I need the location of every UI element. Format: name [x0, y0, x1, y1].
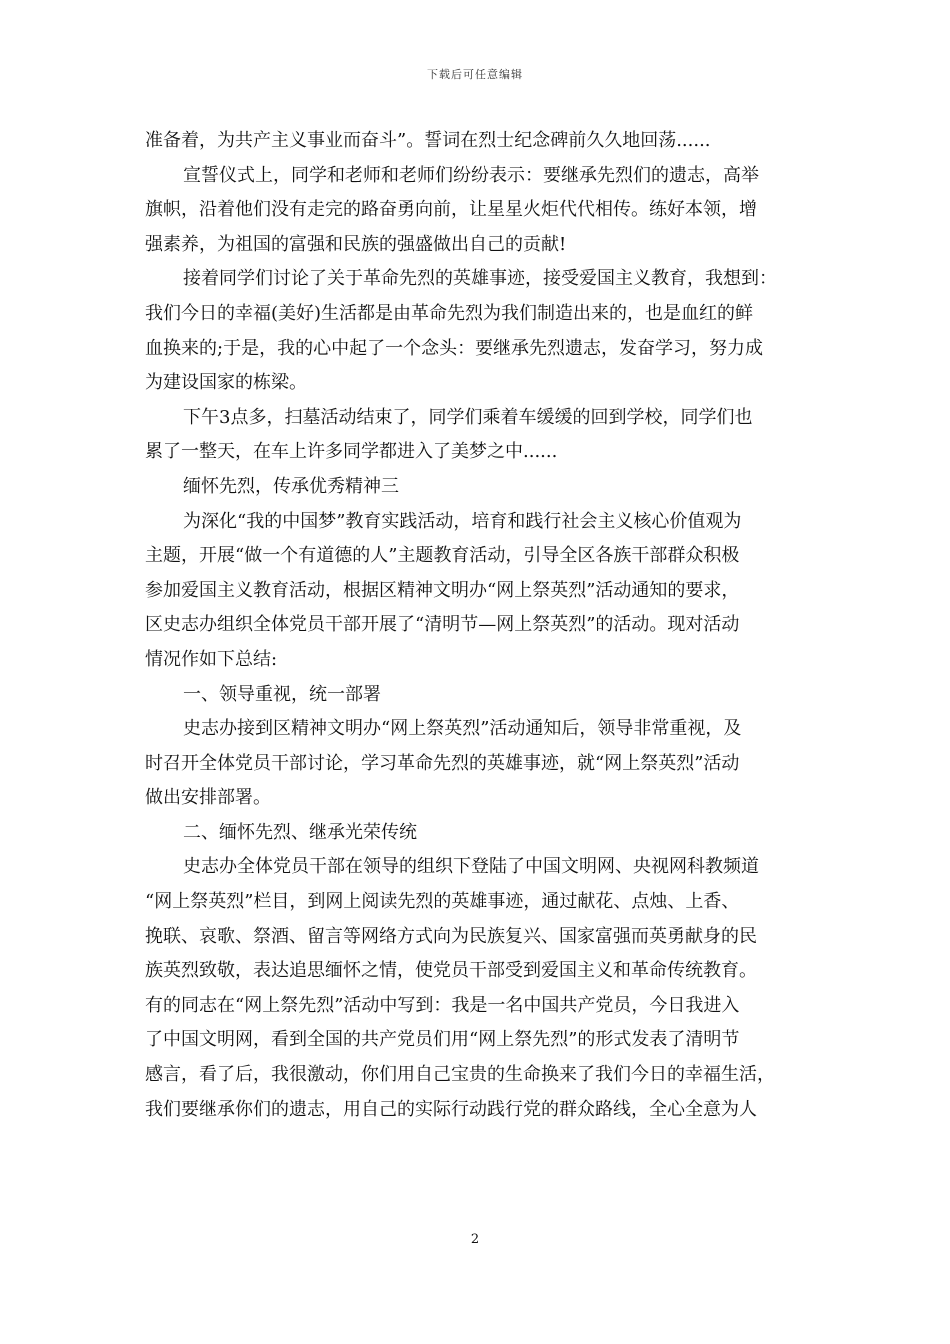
text-line: 挽联、哀歌、祭酒、留言等网络方式向为民族复兴、国家富强而英勇献身的民: [145, 925, 757, 947]
text-line: 下午3点多，扫墓活动结束了，同学们乘着车缓缓的回到学校，同学们也: [183, 406, 753, 428]
text-line: 累了一整天，在车上许多同学都进入了美梦之中......: [145, 441, 558, 463]
text-line: 参加爱国主义教育活动，根据区精神文明办“网上祭英烈”活动通知的要求，: [145, 579, 740, 601]
text-line: 族英烈致敬，表达追思缅怀之情，使党员干部受到爱国主义和革命传统教育。: [145, 960, 757, 982]
text-line: 我们要继承你们的遗志，用自己的实际行动践行党的群众路线，全心全意为人: [145, 1098, 757, 1120]
text-line: 为建设国家的栋梁。: [145, 372, 307, 394]
text-line: 有的同志在“网上祭先烈”活动中写到：我是一名中国共产党员，今日我进入: [145, 994, 740, 1016]
text-line: 强素养，为祖国的富强和民族的强盛做出自己的贡献!: [145, 233, 567, 255]
document-body: [145, 124, 820, 1127]
text-line: 做出安排部署。: [145, 787, 271, 809]
text-line: 接着同学们讨论了关于革命先烈的英雄事迹，接受爱国主义教育，我想到：: [183, 268, 777, 290]
text-line: 旗帜，沿着他们没有走完的路奋勇向前，让星星火炬代代相传。练好本领，增: [145, 199, 757, 221]
text-line: “网上祭英烈”栏目，到网上阅读先烈的英雄事迹，通过献花、点烛、上香、: [145, 891, 740, 913]
text-line: 宣誓仪式上，同学和老师和老师们纷纷表示：要继承先烈们的遗志，高举: [183, 164, 759, 186]
text-line: 时召开全体党员干部讨论，学习革命先烈的英雄事迹，就“网上祭英烈”活动: [145, 752, 740, 774]
page-number: 2: [470, 1232, 480, 1247]
text-line: 区史志办组织全体党员干部开展了“清明节—网上祭英烈”的活动。现对活动: [145, 614, 740, 636]
text-line: 血换来的;于是，我的心中起了一个念头：要继承先烈遗志，发奋学习，努力成: [145, 337, 764, 359]
text-line: 准备着，为共产主义事业而奋斗”。誓词在烈士纪念碑前久久地回荡......: [145, 130, 711, 151]
page-header: 下载后可任意编辑: [427, 68, 523, 81]
text-line: 史志办全体党员干部在领导的组织下登陆了中国文明网、央视网科教频道: [183, 856, 759, 878]
text-line: 感言，看了后，我很激动，你们用自己宝贵的生命换来了我们今日的幸福生活，: [145, 1064, 775, 1086]
text-line: 情况作如下总结:: [145, 648, 278, 670]
text-line: 二、缅怀先烈、继承光荣传统: [183, 821, 417, 843]
text-line: 了中国文明网，看到全国的共产党员们用“网上祭先烈”的形式发表了清明节: [145, 1029, 740, 1051]
text-line: 为深化“我的中国梦”教育实践活动，培育和践行社会主义核心价值观为: [183, 510, 742, 532]
text-line: 史志办接到区精神文明办“网上祭英烈”活动通知后，领导非常重视，及: [183, 718, 742, 740]
text-line: 缅怀先烈，传承优秀精神三: [183, 475, 399, 497]
text-line: 主题，开展“做一个有道德的人”主题教育活动，引导全区各族干部群众积极: [145, 545, 740, 567]
text-line: 我们今日的幸福(美好)生活都是由革命先烈为我们制造出来的，也是血红的鲜: [145, 302, 754, 324]
text-line: 一、领导重视，统一部署: [183, 683, 381, 705]
